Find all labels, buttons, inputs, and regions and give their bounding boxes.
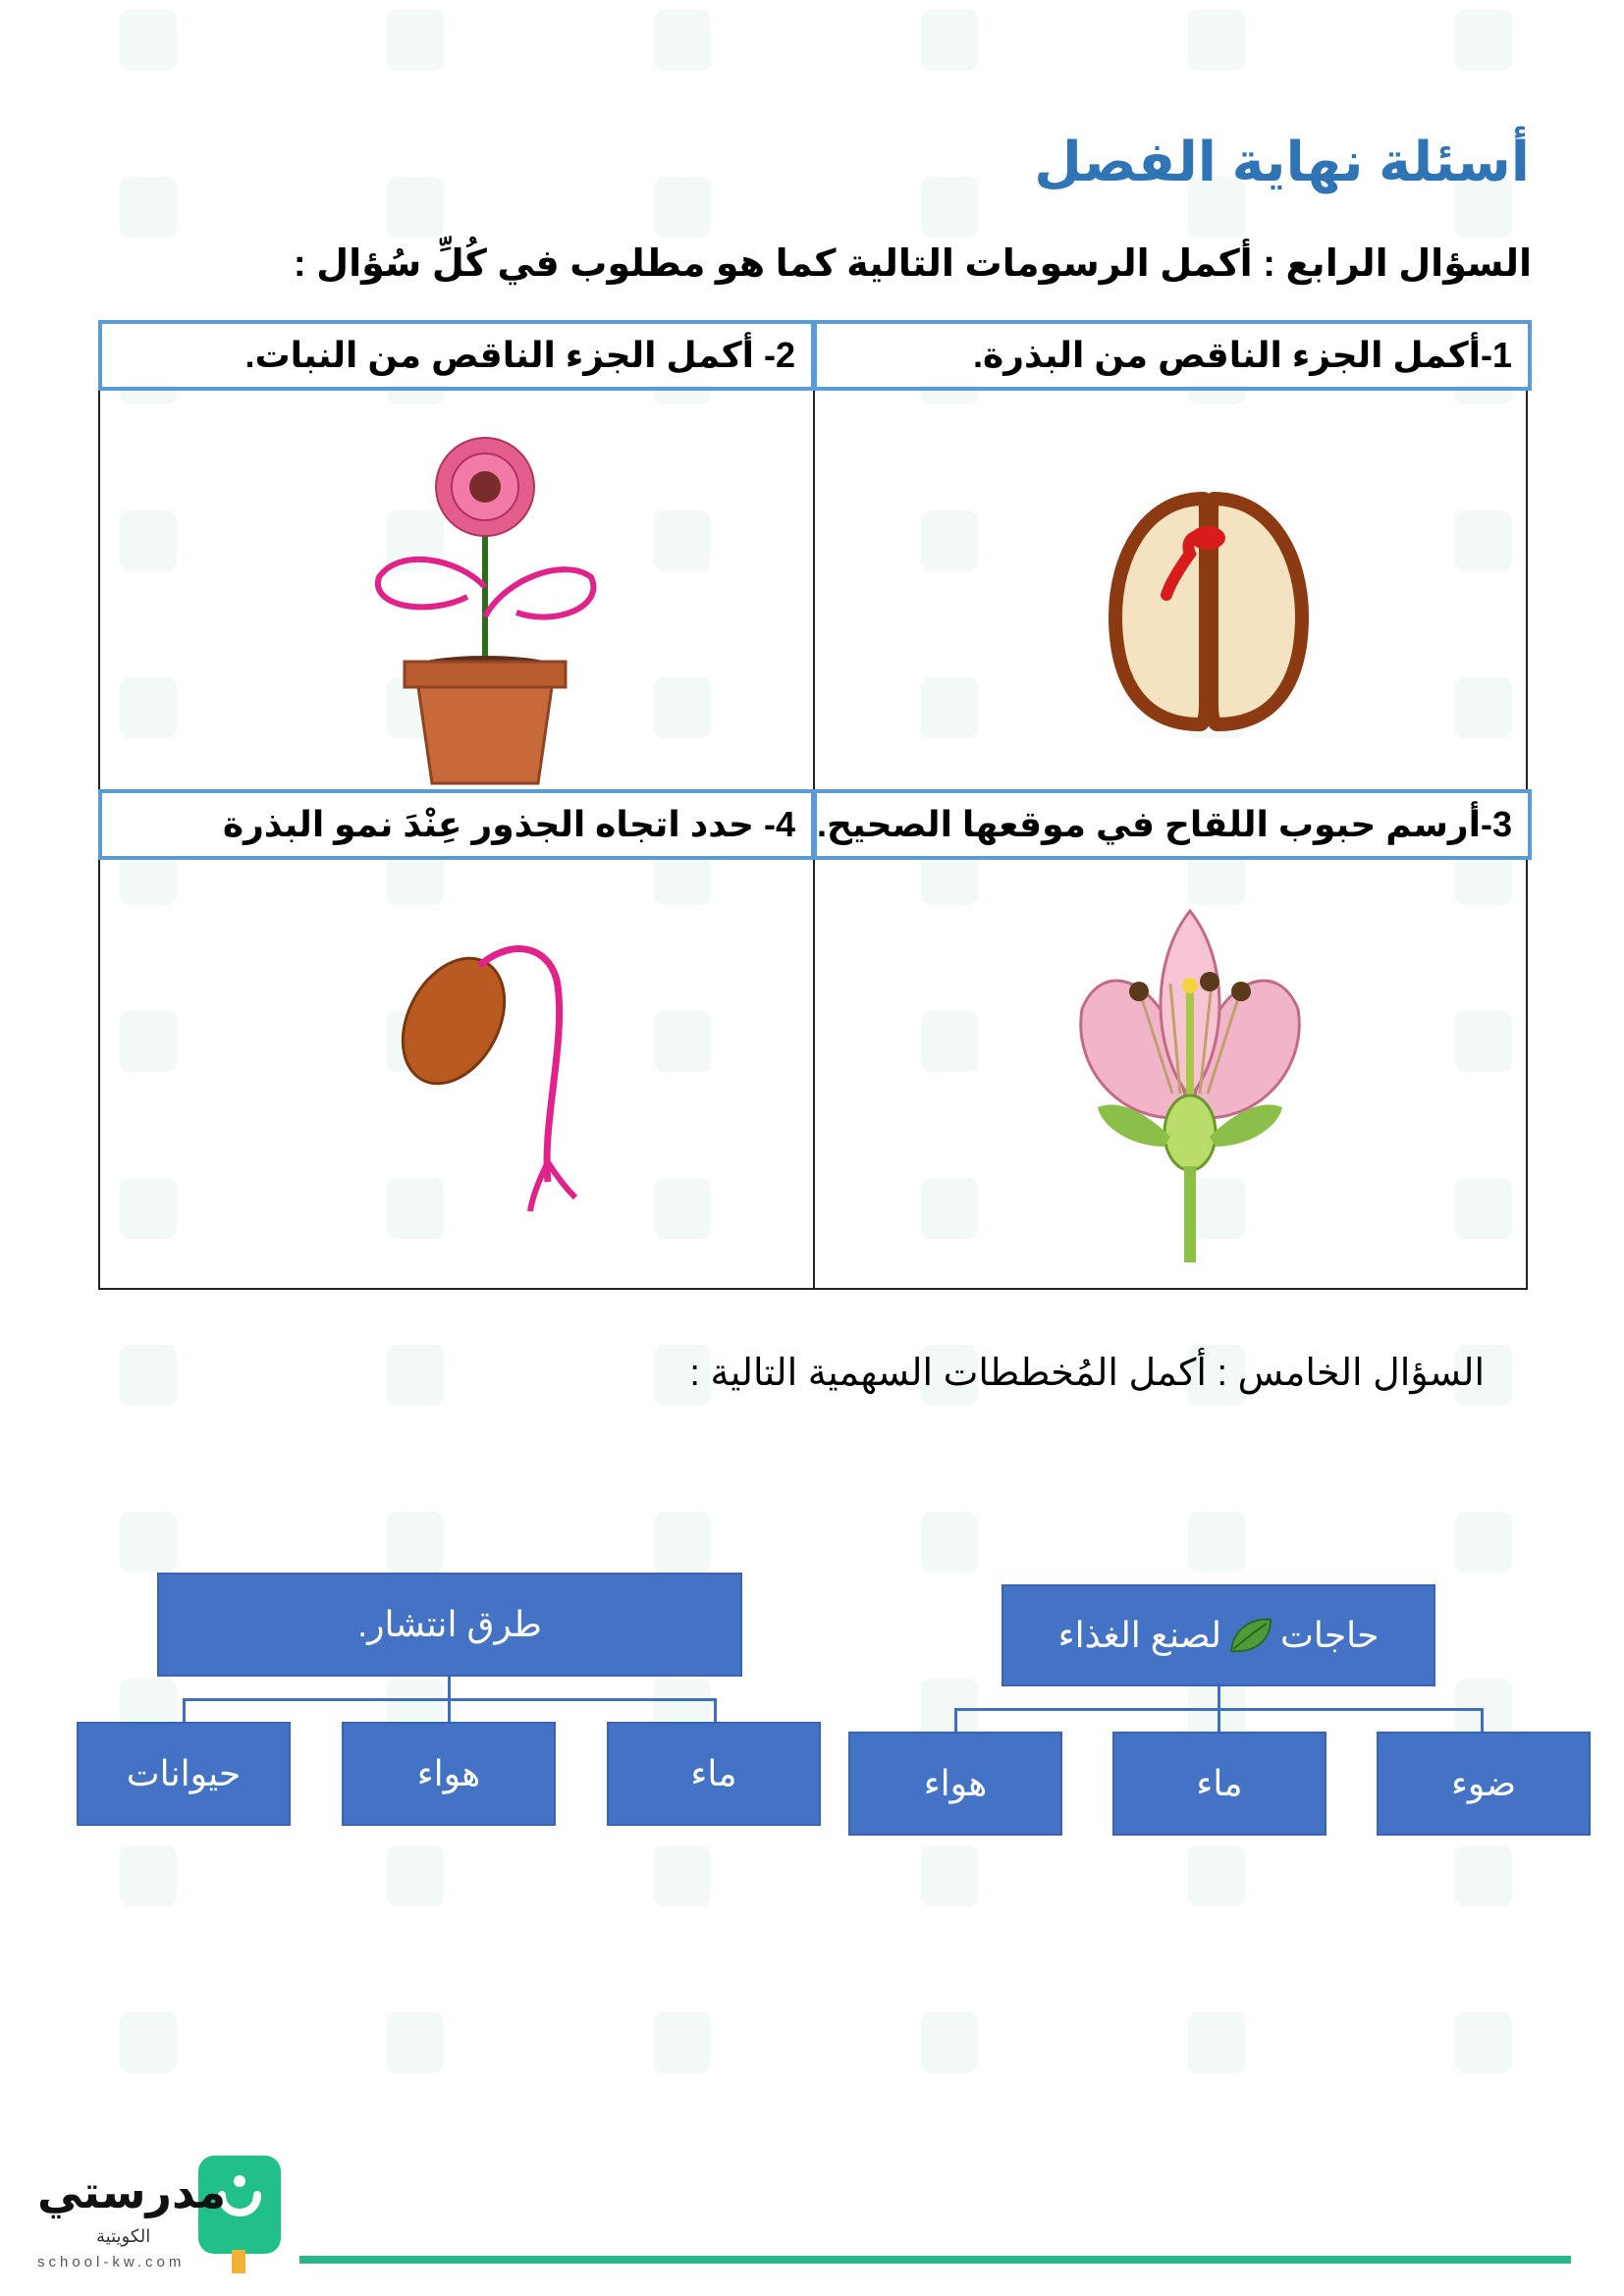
watermark-tile (306, 2002, 444, 2091)
watermark-tile (840, 1836, 978, 1924)
watermark-tile (1375, 1836, 1512, 1924)
diagram-needs-root (1001, 1584, 1435, 1686)
question4-heading: السؤال الرابع : أكمل الرسومات التالية كما هو مطلوب في كُلِّ سُؤال : (293, 243, 1532, 285)
watermark-tile (1108, 0, 1245, 88)
watermark-tile (573, 0, 711, 88)
connector-needs-mid (1218, 1708, 1220, 1732)
q4-item-4-label: 4- حدد اتجاه الجذور عِنْدَ نمو البذرة (98, 789, 815, 860)
watermark-tile (1108, 1836, 1245, 1924)
logo-subtitle: الكويتية (96, 2226, 151, 2246)
diagram-spread-root: طرق انتشار. (157, 1573, 742, 1677)
diagram-needs-root-suffix: لصنع الغذاء (1057, 1615, 1222, 1655)
watermark-tile (1375, 0, 1512, 88)
watermark-tile (840, 0, 978, 88)
watermark-tile (39, 1335, 177, 1423)
watermark-tile (573, 1836, 711, 1924)
watermark-tile (39, 2002, 177, 2091)
watermark-tile (1375, 2002, 1512, 2091)
leaf-icon (1227, 1616, 1274, 1655)
q4-item-3-label: 3-أرسم حبوب اللقاح في موقعها الصحيح. (813, 789, 1532, 860)
q4-item-1-label: 1-أكمل الجزء الناقص من البذرة. (813, 320, 1532, 391)
connector-spread-stem (448, 1677, 451, 1700)
potted-plant-image (369, 430, 605, 793)
diagram-spread-child-2: هواء (342, 1722, 556, 1826)
seed-image (1106, 489, 1312, 734)
watermark-tile (1375, 1502, 1512, 1590)
connector-needs-stem (1218, 1686, 1220, 1710)
q4-item-2-label: 2- أكمل الجزء الناقص من النبات. (98, 320, 815, 391)
watermark-tile (573, 2002, 711, 2091)
diagram-needs-child-1: هواء (848, 1732, 1062, 1836)
watermark-tile (840, 2002, 978, 2091)
diagram-needs-child-3: ضوء (1377, 1732, 1591, 1836)
diagram-needs-child-2: ماء (1112, 1732, 1326, 1836)
question5-heading: السؤال الخامس : أكمل المُخططات السهمية التالية : (689, 1353, 1485, 1394)
connector-spread-right (714, 1698, 717, 1722)
logo-url: school-kw.com (37, 2254, 186, 2270)
watermark-tile (306, 0, 444, 88)
connector-spread-mid (448, 1698, 451, 1722)
diagram-spread-child-1: حيوانات (77, 1722, 291, 1826)
watermark-tile (39, 167, 177, 255)
watermark-tile (1108, 2002, 1245, 2091)
sprouting-seed-image (385, 927, 601, 1221)
watermark-tile (306, 1836, 444, 1924)
footer-rule (299, 2256, 1571, 2264)
connector-needs-right (1481, 1708, 1484, 1732)
watermark-tile (39, 0, 177, 88)
watermark-tile (840, 1502, 978, 1590)
logo-name: مدرستي (37, 2166, 227, 2217)
diagram-needs-root-label: حاجات (1280, 1615, 1380, 1655)
flower-image (1062, 901, 1318, 1264)
watermark-tile (1108, 1502, 1245, 1590)
watermark-tile (39, 1502, 177, 1590)
watermark-tile (306, 1335, 444, 1423)
connector-spread-left (183, 1698, 186, 1722)
connector-needs-left (954, 1708, 957, 1732)
diagram-spread-child-3: ماء (607, 1722, 821, 1826)
page-title: أسئلة نهاية الفصل (1034, 131, 1530, 192)
question4-grid (98, 320, 1528, 1290)
watermark-tile (39, 1836, 177, 1924)
school-logo (37, 2156, 283, 2293)
